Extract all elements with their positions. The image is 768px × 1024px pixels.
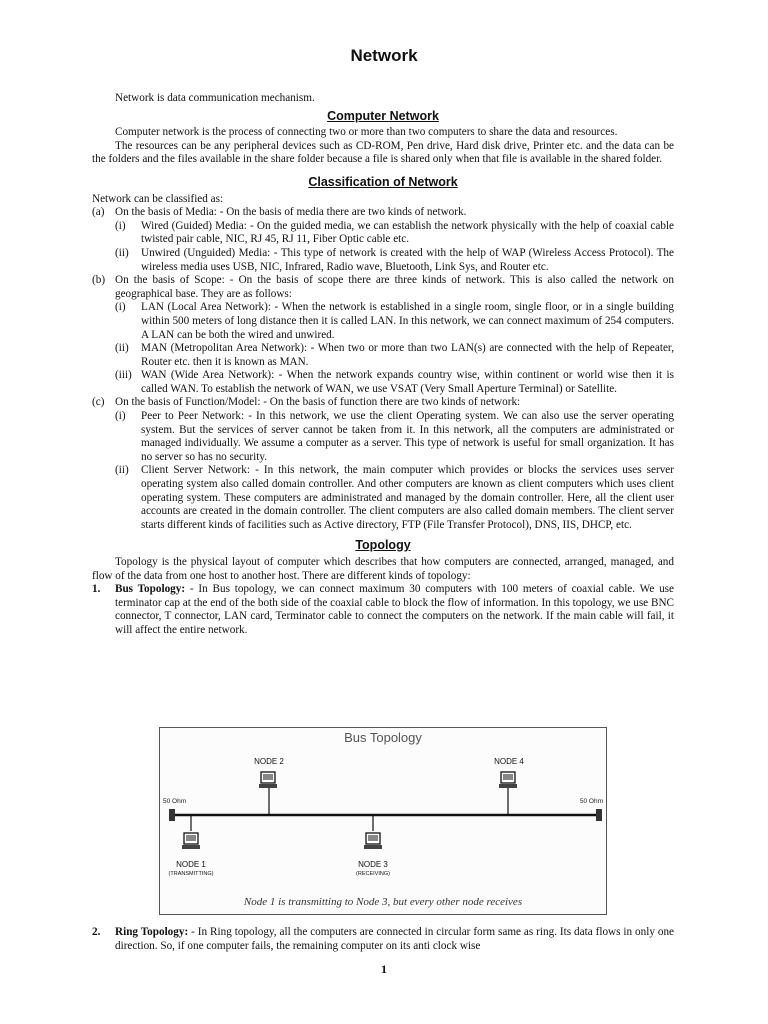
- list-item-c-ii: [92, 464, 674, 532]
- ring-topology-block: [92, 926, 674, 953]
- node2-computer-icon: [259, 772, 277, 788]
- terminator-left: [169, 809, 175, 821]
- page-number: 1: [381, 962, 387, 976]
- node1-label: NODE 1: [176, 860, 206, 869]
- topology-name: Bus Topology:: [115, 583, 186, 596]
- list-item-a-i: [92, 220, 674, 247]
- ohm-left-label: 50 Ohm: [163, 798, 187, 805]
- list-text: Wired (Guided) Media: - On the guided media, we can establish the network physically with the help of coaxial cable twisted pair cable, NIC, RJ 45, RJ 11, Fiber Optic cable etc.: [141, 219, 674, 246]
- node2-label: NODE 2: [254, 757, 284, 766]
- list-text: MAN (Metropolitan Area Network): - When two or more than two LAN(s) are connected with the help of Repeater, Router etc. then it is known as MAN.: [141, 342, 674, 368]
- list-item-b-ii: [92, 342, 674, 369]
- list-label: (i): [115, 219, 126, 232]
- node3-computer-icon: [364, 833, 382, 849]
- list-label: (ii): [115, 342, 129, 355]
- node1-computer-icon: [182, 833, 200, 849]
- list-label: 1.: [92, 583, 101, 596]
- list-item-b: [92, 274, 674, 301]
- node3-sublabel: (RECEIVING): [356, 871, 390, 877]
- list-text: On the basis of Function/Model: - On the basis of function there are two kinds of network:: [115, 396, 521, 409]
- topology-item-ring: [92, 926, 674, 953]
- list-item-c-i: [92, 410, 674, 464]
- list-text: Unwired (Unguided) Media: - This type of network is created with the help of WAP (Wireless Access Protocol). The wireless media uses USB, NIC, Infrared, Radio wave, Bluetooth, Link Sys, and Router etc.: [141, 246, 674, 273]
- list-label: (iii): [115, 369, 132, 382]
- list-item-a-ii: [92, 247, 674, 274]
- list-text: WAN (Wide Area Network): - When the network expands country wise, within continent or world wise then it is called WAN. To establish the network of WAN, we use VSAT (Very Small Aperture Terminal) or Satellite.: [141, 369, 674, 395]
- list-item-b-iii: [92, 369, 674, 396]
- list-label: (a): [92, 206, 105, 219]
- node4-label: NODE 4: [494, 757, 524, 766]
- list-text: Client Server Network: - In this network, the main computer which provides or blocks the services uses server operating system also called domain controller. And other computers are known as client computers which uses client operating system. These computers are administrated and managed by the domain controller. Here, all the client user accounts are created in the domain controller. The client computers are also called domain members. The client server starts different kinds of facilities such as Active directory, FTP (File Transfer Protocol), DNS, IIS, DHCP, etc.: [141, 464, 674, 531]
- classification-intro: Network can be classified as:: [92, 192, 224, 205]
- list-item-b-i: [92, 301, 674, 342]
- computer-network-p2: The resources can be any peripheral devices such as CD-ROM, Pen drive, Hard disk drive, Printer etc. and the data can be the folders and the files available in the share folder because a file is shared only when that file is available in the shared folder.: [92, 139, 674, 166]
- list-label: (ii): [115, 246, 129, 259]
- topology-name: Ring Topology:: [115, 926, 189, 938]
- body-text: [92, 92, 674, 638]
- page-title: Network: [350, 46, 418, 65]
- list-label: (i): [115, 410, 126, 423]
- diagram-frame: [160, 728, 607, 915]
- node4-computer-icon: [499, 772, 517, 788]
- topology-intro: Topology is the physical layout of computer which describes that how computers are connected, arranged, managed, and flow of the data from one host to another host. There are different kinds of topology:: [92, 556, 674, 582]
- list-label: (b): [92, 274, 106, 287]
- terminator-right: [596, 809, 602, 821]
- intro-paragraph: Network is data communication mechanism.: [115, 92, 315, 104]
- classification-heading: Classification of Network: [308, 174, 458, 189]
- ohm-right-label: 50 Ohm: [579, 798, 603, 805]
- list-item-a: [92, 206, 674, 220]
- node1-sublabel: (TRANSMITTING): [168, 871, 214, 877]
- list-text: LAN (Local Area Network): - When the network is established in a single room, single floor, or in a single building within 500 meters of long distance then it is called LAN. In this network, we can connect maximum of 254 computers. A LAN can be both the wired and unwired.: [141, 301, 674, 341]
- list-label: (ii): [115, 464, 129, 477]
- list-text: On the basis of Scope: - On the basis of scope there are three kinds of network. This is also called the network on geographical base. They are as follows:: [115, 274, 674, 300]
- list-label: (i): [115, 301, 126, 314]
- topology-text: - In Ring topology, all the computers are connected in circular form same as ring. Its data flows in only one direction. So, if one computer fails, the remaining computer on its anti clock wise: [115, 926, 675, 952]
- computer-network-p1: Computer network is the process of connecting two or more than two computers to share the data and resources.: [115, 126, 618, 139]
- list-label: 2.: [92, 926, 101, 938]
- node3-label: NODE 3: [358, 860, 388, 869]
- list-text: On the basis of Media: - On the basis of media there are two kinds of network.: [115, 206, 467, 219]
- topology-item-bus: [92, 583, 674, 637]
- diagram-title: Bus Topology: [344, 730, 422, 745]
- computer-network-heading: Computer Network: [327, 108, 439, 123]
- diagram-caption: Node 1 is transmitting to Node 3, but every other node receives: [243, 896, 523, 908]
- list-text: Peer to Peer Network: - In this network, we use the client Operating system. We can also use the server operating system. But the services of server cannot be taken from it. In this network, all the computers are administrated or managed individually. We assume a computer as a server. This type of network is useful for small organization. It has no server so has no security.: [141, 410, 674, 463]
- list-item-c: [92, 396, 674, 410]
- list-label: (c): [92, 396, 105, 409]
- bus-topology-diagram: [159, 727, 607, 915]
- topology-heading: Topology: [355, 538, 411, 553]
- topology-text: - In Bus topology, we can connect maximum 30 computers with 100 meters of coaxial cable. We use terminator cap at the end of the both side of the coaxial cable to block the flow of information. In this topology, we use BNC connector, T connector, LAN card, Terminator cable to connect the computers on the network. If the main cable will fail, it will affect the entire network.: [115, 583, 674, 636]
